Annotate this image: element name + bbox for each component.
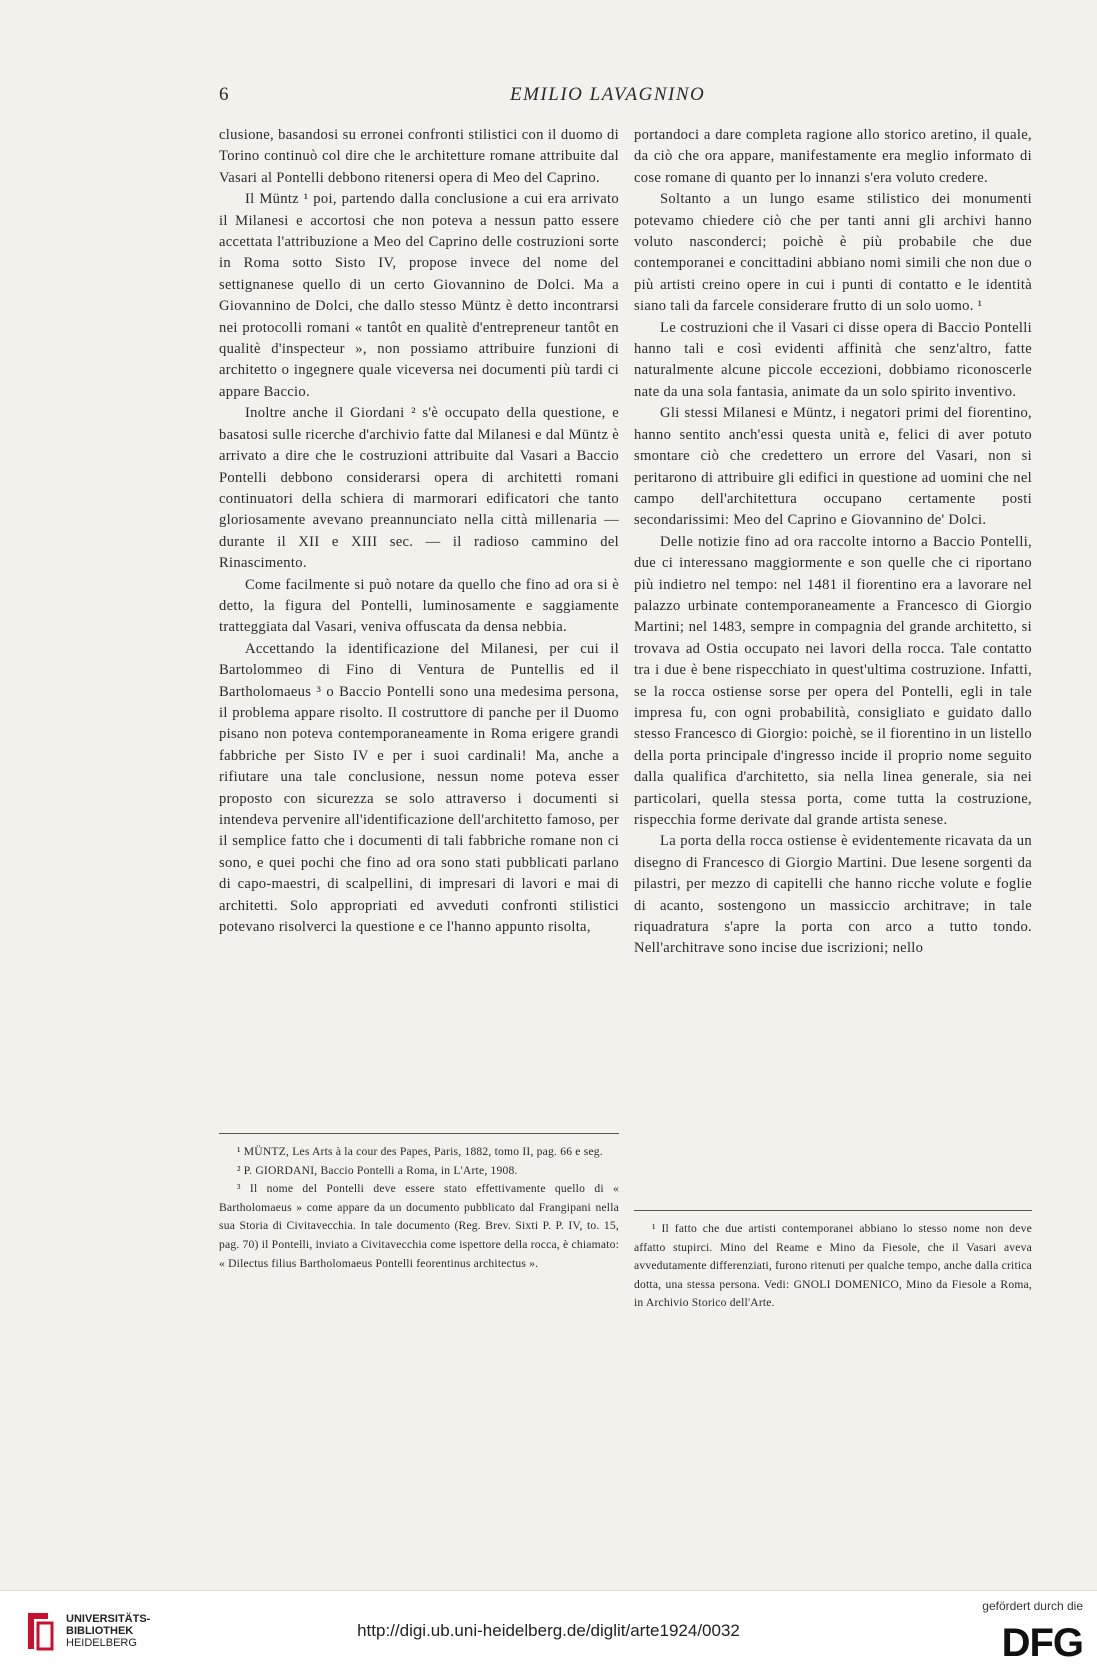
paragraph: Soltanto a un lungo esame stilistico dei monumenti potevamo chiedere ciò che per tanti anni gli archivi hanno voluto nasconderci; poichè è più probabile che due contemporanei e concittadini abbiano nomi simili che non due o più artisti creino opere in cui i punti di contatto e le identità siano tali da farcele considerare frutto di un solo uomo. ¹: [634, 191, 1032, 315]
footnote-divider: [219, 1133, 619, 1134]
footnote: ¹ Il fatto che due artisti contemporanei abbiano lo stesso nome non deve affatto stupirci. Mino del Reame e Mino da Fiesole, che il Vasari aveva avvedutamente differenziati, furono ritenuti per qualche tempo, anche dalla critica dotta, una stessa persona. Vedi: GNOLI DOMENICO, Mino da Fiesole a Roma, in Archivio Storico dell'Arte.: [634, 1222, 1032, 1310]
paragraph: La porta della rocca ostiense è evidentemente ricavata da un disegno di Francesco di Giorgio Martini. Due lesene sorgenti da pilastri, per mezzo di capitelli che hanno ricche volute e foglie di acanto, sostengono un massiccio architrave; in tale riquadratura s'apre la porta con arco a tutto tondo. Nell'architrave sono incise due iscrizioni; nello: [634, 833, 1032, 957]
paragraph: clusione, basandosi su erronei confronti stilistici con il duomo di Torino continuò col dire che le architetture romane attribuite dal Vasari al Pontelli debbono ritenersi opera di Meo del Caprino.: [219, 127, 619, 186]
left-column: [219, 125, 619, 938]
paragraph: Delle notizie fino ad ora raccolte intorno a Baccio Pontelli, due ci interessano maggiormente e son quelle che ci riportano più indietro nel tempo: nel 1481 il fiorentino era a lavorare nel palazzo urbinate contemporaneamente a Francesco di Giorgio Martini; nel 1483, sempre in compagnia del grande architetto, si trovava ad Ostia occupato nei lavori della rocca. Tale contatto tra i due è bene rispecchiato in quest'ultima costruzione. Infatti, se la rocca ostiense sorse per opera del Pontelli, egli in tale impresa fu, con ogni probabilità, consigliato e guidato dallo stesso Francesco di Giorgio: poichè, se il fiorentino in un listello della porta principale d'ingresso incide il proprio nome seguito dalla qualifica d'architetto, sia nella linea generale, sia nei particolari, quella stessa porta, come tutta la costruzione, rispecchia forme derivate dal grande artista senese.: [634, 533, 1032, 828]
footnote: ¹ MÜNTZ, Les Arts à la cour des Papes, Paris, 1882, tomo II, pag. 66 e seg.: [237, 1145, 603, 1158]
running-title: EMILIO LAVAGNINO: [510, 84, 706, 105]
library-name: UNIVERSITÄTS- BIBLIOTHEK HEIDELBERG: [66, 1613, 151, 1649]
footnote: ³ Il nome del Pontelli deve essere stato effettivamente quello di « Bartholomaeus » come appare da un documento pubblicato dal Frangipani nella sua Storia di Civitavecchia. In tale documento (Reg. Brev. Sixti P. P. IV, to. 15, pag. 70) il Pontelli, inviato a Civitavecchia come ispettore della rocca, è chiamato: « Dilectus filius Bartholomaeus Pontelli feorentinus architectus ».: [219, 1182, 619, 1270]
paragraph: Gli stessi Milanesi e Müntz, i negatori primi del fiorentino, hanno sentito anch'essi questa unità e, felici di aver potuto smontare ciò che credettero un errore del Vasari, non si peritarono di attribuire gli edifici in questione ad uomini che nel campo dell'architettura occupano certamente posti secondarissimi: Meo del Caprino e Giovannino de' Dolci.: [634, 405, 1032, 529]
page-number: 6: [219, 84, 229, 105]
permalink-url[interactable]: http://digi.ub.uni-heidelberg.de/diglit/arte1924/0032: [357, 1621, 740, 1640]
paragraph: Inoltre anche il Giordani ² s'è occupato della questione, e basatosi sulle ricerche d'archivio fatte dal Milanesi e dal Müntz è arrivato a dire che le costruzioni attribuite dal Vasari a Baccio Pontelli debbono considerarsi opera di architetti romani continuatori della schiera di marmorari edificatori che tanto gloriosamente avevano preannunciato nella città millenaria — durante il XII e XIII sec. — il radioso cammino del Rinascimento.: [219, 405, 619, 572]
paragraph: Il Müntz ¹ poi, partendo dalla conclusione a cui era arrivato il Milanesi e accortosi che non poteva a nessun patto essere accettata l'attribuzione a Meo del Caprino delle costruzioni sorte in Roma sotto Sisto IV, propose invece del nome del settignanese quello di un certo Giovannino de Dolci. Ma a Giovannino de Dolci, che dallo stesso Müntz è detto incontrarsi nei protocolli romani « tantôt en qualitè d'entrepreneur tantôt en qualitè d'inspecteur », non possiamo attribuire funzioni di architetto o ingegnere quale viceversa nei documenti più tardi ci appare Baccio.: [219, 191, 619, 400]
viewer-footer: [0, 1590, 1097, 1675]
funding-note: gefördert durch die: [982, 1599, 1083, 1613]
page-header: [0, 84, 1097, 108]
left-footnotes: [219, 1143, 619, 1273]
right-footnotes: [634, 1220, 1032, 1313]
paragraph: Accettando la identificazione del Milanesi, per cui il Bartolommeo di Fino di Ventura de Puntellis ed il Bartholomaeus ³ o Baccio Pontelli sono una medesima persona, il problema appare risolto. Il costruttore di panche per il Duomo pisano non poteva contemporaneamente in Roma erigere grandi fabbriche per Sisto IV e per i suoi cardinali! Ma, anche a rifiutare una tale conclusione, nessun nome poteva esser proposto con sicurezza se solo attraverso i documenti si intendeva pervenire all'identificazione dell'architetto famoso, per il semplice fatto che i documenti di tali fabbriche romane non ci sono, e quei pochi che fino ad ora sono stati pubblicati parlano di capo-maestri, di scalpellini, di impresari di lavori e mai di architetti. Solo appropriati ed avveduti confronti stilistici potevano risolverci la questione e ce l'hanno appunto risolta,: [219, 640, 619, 936]
footnote: ² P. GIORDANI, Baccio Pontelli a Roma, in L'Arte, 1908.: [237, 1163, 518, 1177]
dfg-logo: DFG: [1001, 1621, 1083, 1665]
footnote-divider: [634, 1210, 1032, 1211]
right-column: [634, 125, 1032, 960]
paragraph: Le costruzioni che il Vasari ci disse opera di Baccio Pontelli hanno tali e così evidenti affinità che senz'altro, fatte naturalmente alcune piccole eccezioni, dobbiamo riconoscerle nate da una sola fantasia, animate da un solo spirito inventivo.: [634, 319, 1032, 400]
paragraph: portandoci a dare completa ragione allo storico aretino, il quale, da ciò che ora appare, manifestamente era meglio informato di cose romane di quanto per lo innanzi s'era voluto credere.: [634, 127, 1032, 186]
paragraph: Come facilmente si può notare da quello che fino ad ora si è detto, la figura del Pontelli, luminosamente e saggiamente tratteggiata dal Vasari, veniva offuscata da densa nebbia.: [219, 576, 619, 636]
